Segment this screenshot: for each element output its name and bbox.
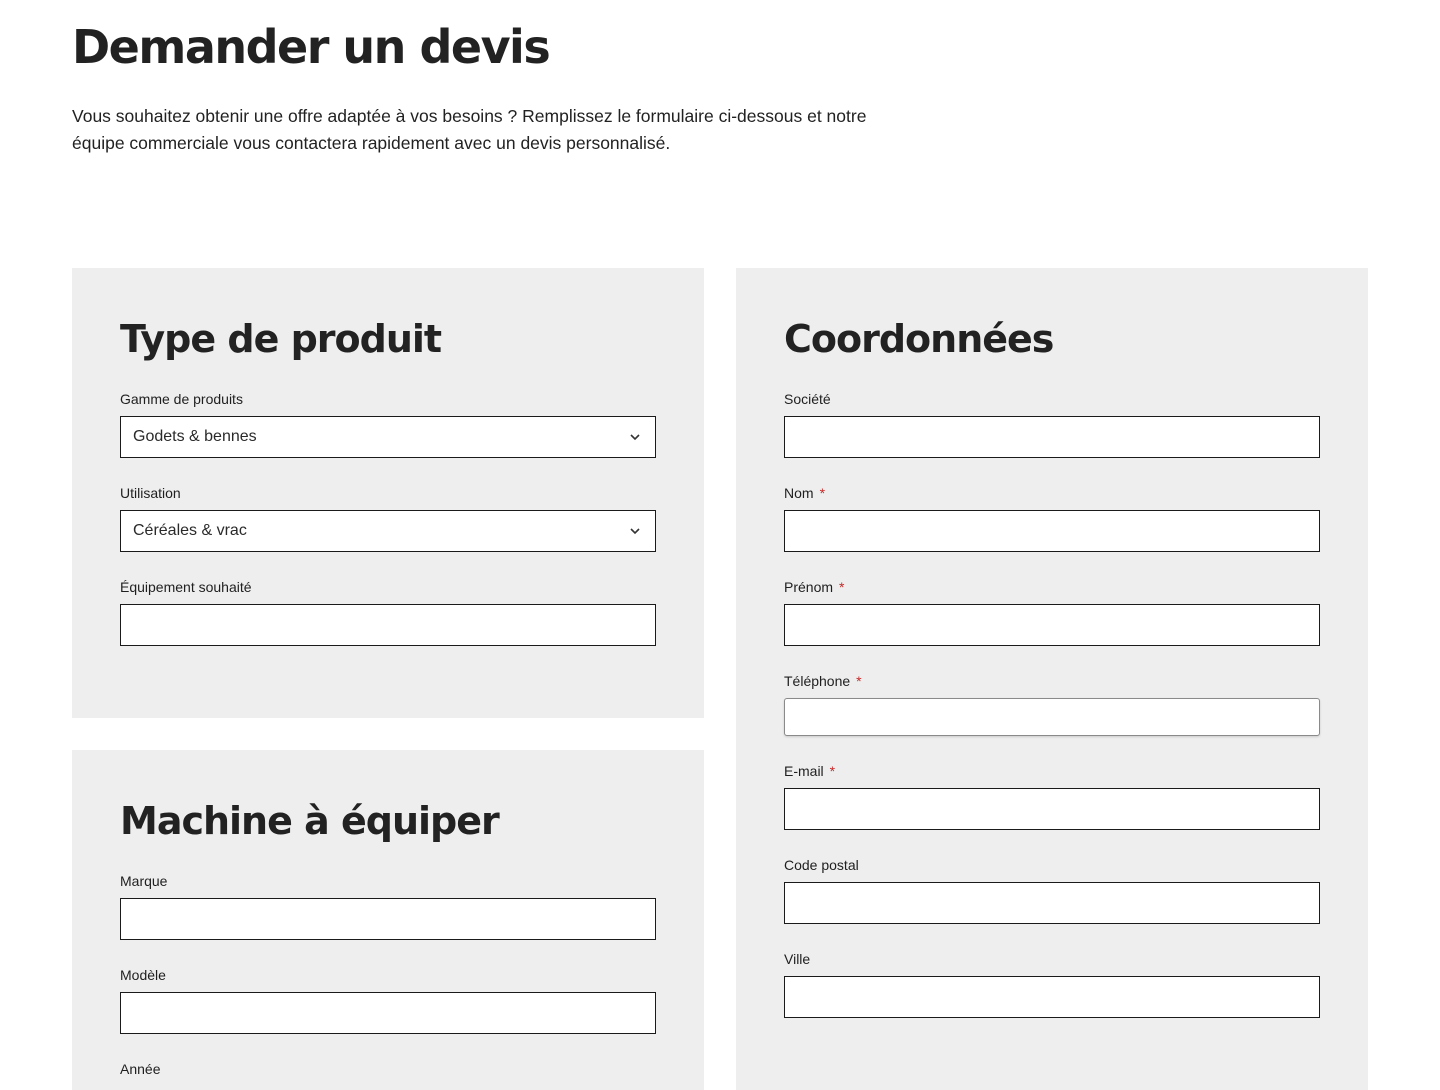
email-label-wrap (784, 762, 1320, 780)
year-field (120, 1060, 656, 1078)
phone-field (784, 672, 1320, 690)
model-label: Modèle (120, 967, 166, 983)
firstname-input[interactable] (784, 604, 1320, 646)
product-range-field (120, 390, 656, 445)
product-range-select[interactable] (120, 416, 656, 458)
phone-input[interactable] (784, 698, 1320, 736)
required-marker: * (839, 579, 845, 595)
product-type-card (72, 268, 704, 718)
lastname-field (784, 484, 1320, 502)
usage-select[interactable] (120, 510, 656, 552)
machine-card (72, 750, 704, 1090)
email-field (784, 762, 1320, 780)
equipment-label: Équipement souhaité (120, 579, 252, 595)
email-input[interactable] (784, 788, 1320, 830)
year-label: Année (120, 1061, 161, 1077)
city-field (784, 950, 1320, 968)
required-marker: * (819, 485, 826, 501)
product-range-value: Godets & bennes (133, 428, 257, 445)
brand-label: Marque (120, 873, 168, 889)
brand-input[interactable] (120, 898, 656, 940)
equipment-input[interactable] (120, 604, 656, 646)
usage-label: Utilisation (120, 485, 181, 501)
firstname-field (784, 578, 1320, 596)
contact-title: Coordonnées (784, 317, 1054, 361)
required-marker: * (856, 673, 862, 689)
company-label: Société (784, 391, 831, 407)
phone-label-wrap (784, 672, 1320, 690)
page-title: Demander un devis (72, 20, 550, 74)
usage-value: Céréales & vrac (133, 522, 247, 539)
chevron-down-icon (629, 525, 641, 537)
company-field (784, 390, 1320, 408)
lastname-input[interactable] (784, 510, 1320, 552)
email-label: E-mail (784, 763, 824, 779)
firstname-label: Prénom (784, 579, 834, 595)
city-input[interactable] (784, 976, 1320, 1018)
product-type-title: Type de produit (120, 317, 442, 361)
lastname-label-wrap (784, 484, 1320, 502)
machine-title: Machine à équiper (120, 799, 499, 843)
postal-code-field (784, 856, 1320, 874)
chevron-down-icon (629, 431, 641, 443)
model-input[interactable] (120, 992, 656, 1034)
contact-card (736, 268, 1368, 1090)
page-intro: Vous souhaitez obtenir une offre adaptée à vos besoins ? Remplissez le formulaire ci-dessous et notre équipe commerciale vous contactera rapidement avec un devis personnalisé. (72, 106, 867, 153)
brand-field (120, 872, 656, 890)
postal-code-label: Code postal (784, 857, 859, 873)
postal-code-input[interactable] (784, 882, 1320, 924)
product-range-label: Gamme de produits (120, 391, 243, 407)
usage-field (120, 484, 656, 539)
required-marker: * (829, 763, 836, 779)
city-label: Ville (784, 951, 811, 967)
company-input[interactable] (784, 416, 1320, 458)
phone-label: Téléphone (784, 673, 851, 689)
lastname-label: Nom (784, 485, 814, 501)
firstname-label-wrap (784, 578, 1320, 596)
equipment-field (120, 578, 656, 596)
model-field (120, 966, 656, 984)
